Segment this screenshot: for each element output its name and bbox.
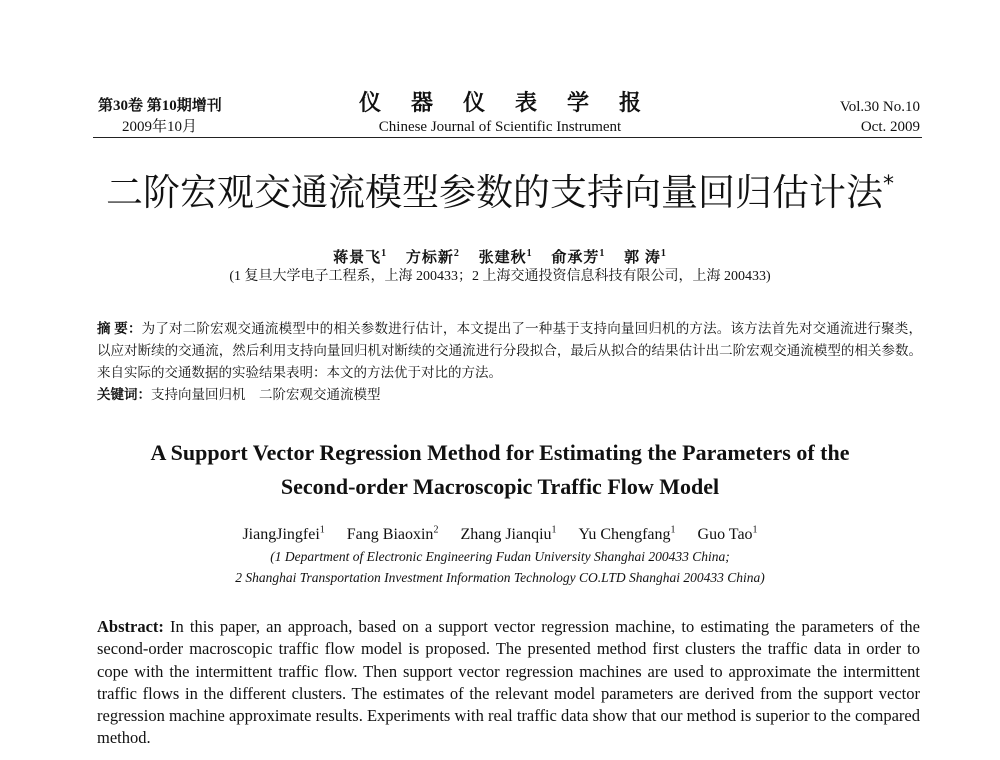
abstract-en-label: Abstract: xyxy=(97,617,164,636)
title-cn-text: 二阶宏观交通流模型参数的支持向量回归估计法 xyxy=(106,171,883,214)
keywords-cn-label: 关键词： xyxy=(97,387,151,402)
author-cn: 蒋景飞$^1$ xyxy=(333,248,388,266)
affiliation-cn: (1 复旦大学电子工程系，上海 200433；2 上海交通投资信息科技有限公司，上海 200433) xyxy=(229,269,771,284)
author-cn: 俞承芳$^1$ xyxy=(551,248,606,266)
date-cn: 2009年10月 xyxy=(122,119,198,135)
author-en: Guo Tao$^1$ xyxy=(697,525,758,544)
title-footnote-mark: * xyxy=(883,172,894,197)
volume-en: Vol.30 No.10 xyxy=(839,99,920,115)
author-cn: 郭 涛$^1$ xyxy=(624,248,667,266)
volume-cn: 第30卷 第10期增刊 xyxy=(98,98,222,114)
journal-title-en: Chinese Journal of Scientific Instrument xyxy=(378,119,622,135)
paper-title-en xyxy=(0,436,1000,504)
abstract-en-text: In this paper, an approach, based on a support vector regression machine, to estimating the parameters of the second-order macroscopic traffic flow model is proposed. The presented method first clusters the traffic data in order to cope with the intermittent traffic flow. Then support vector regression machines are used to approximate the intermittent traffic flows in the different clusters. The estimates of the relevant model parameters are derived from the support vector regression machine approximate results. Experiments with real traffic data show that our method is superior to the compared method. xyxy=(97,617,921,748)
abstract-en xyxy=(97,616,920,750)
affiliation-en-line: (1 Department of Electronic Engineering Fudan University Shanghai 200433 China; xyxy=(270,549,730,564)
journal-title-cn: 仪器仪表学报 xyxy=(358,90,671,115)
abstract-cn-label: 摘 要： xyxy=(97,321,142,336)
keywords-cn xyxy=(97,384,381,406)
author-en: JiangJingfei$^1$ xyxy=(242,525,325,544)
author-en: Yu Chengfang$^1$ xyxy=(578,525,676,544)
author-cn: 方标新$^2$ xyxy=(405,248,460,266)
affiliation-en-line: 2 Shanghai Transportation Investment Information Technology CO.LTD Shanghai 200433 China) xyxy=(235,570,765,585)
abstract-cn-text: 为了对二阶宏观交通流模型中的相关参数进行估计，本文提出了一种基于支持向量回归机的方法。该方法首先对交通流进行聚类，以应对断续的交通流，然后利用支持向量回归机对断续的交通流进行分段拟合，最后从拟合的结果估计出二阶宏观交通流模型的相关参数。来自实际的交通数据的实验结果表明：本文的方法优于对比的方法。 xyxy=(97,321,923,380)
author-cn: 张建秋$^1$ xyxy=(478,248,533,266)
title-en-line: Second-order Macroscopic Traffic Flow Model xyxy=(280,474,720,499)
header-rule xyxy=(93,137,922,138)
abstract-cn xyxy=(97,318,922,384)
authors-cn xyxy=(0,244,1000,268)
author-en: Fang Biaoxin$^2$ xyxy=(346,525,439,544)
authors-en xyxy=(0,520,1000,546)
keywords-cn-text: 支持向量回归机 二阶宏观交通流模型 xyxy=(151,387,381,402)
affiliation-en xyxy=(0,546,1000,588)
title-en-line: A Support Vector Regression Method for Estimating the Parameters of the xyxy=(150,440,850,465)
date-en: Oct. 2009 xyxy=(860,119,920,135)
author-en: Zhang Jianqiu$^1$ xyxy=(460,525,557,544)
paper-title-cn xyxy=(0,160,1000,218)
